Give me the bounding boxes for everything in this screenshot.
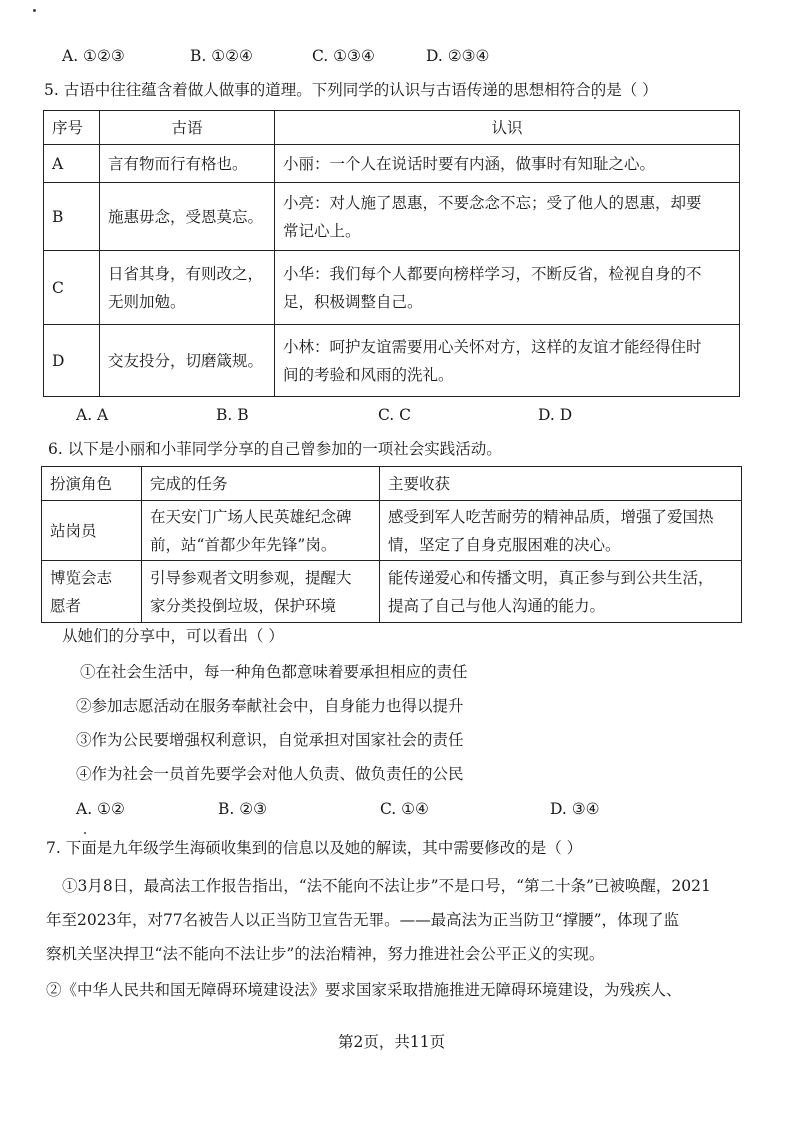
q5-stem: 5. 古语中往往蕴含着做人做事的道理。下列同学的认识与古语传递的思想相符合的是（ ）	[44, 81, 658, 99]
role-line: 愿者	[50, 596, 82, 615]
view-line: 足，积极调整自己。	[283, 292, 423, 311]
view-line: 常记心上。	[283, 221, 361, 240]
task-line: 家分类投倒垃圾，保护环境	[150, 596, 337, 615]
table-header-row	[42, 467, 742, 501]
page-footer: 第2页，共11页	[338, 1033, 446, 1051]
q5-options	[76, 406, 618, 424]
view-line: 小林：呵护友谊需要用心关怀对方，这样的友谊才能经得住时	[283, 337, 702, 356]
role-line: 博览会志	[50, 568, 113, 587]
gain-line: 感受到军人吃苦耐劳的精神品质，增强了爱国热	[388, 507, 714, 526]
q5-option-a[interactable]: A. A	[76, 406, 109, 424]
gain-line: 能传递爱心和传播文明，真正参与到公共生活，	[388, 568, 714, 587]
q7-line: ②《中华人民共和国无障碍环境建设法》要求国家采取措施推进无障碍环境建设，为残疾人、	[46, 981, 682, 999]
q4-option-a[interactable]: A. ①②③	[62, 47, 125, 65]
view-cell	[275, 251, 740, 325]
saying-line: 施惠毋念，受恩莫忘。	[108, 207, 264, 226]
table-header: 完成的任务	[142, 467, 380, 501]
saying-cell	[100, 183, 275, 251]
table-row	[44, 145, 740, 183]
q6-option-b[interactable]: B. ②③	[218, 800, 268, 818]
view-cell	[275, 325, 740, 397]
table-header: 认识	[275, 111, 740, 145]
view-cell	[275, 183, 740, 251]
q4-option-c[interactable]: C. ①③④	[312, 47, 375, 65]
task-line: 引导参观者文明参观，提醒大	[150, 568, 352, 587]
table-header: 古语	[100, 111, 275, 145]
q5-table	[43, 110, 740, 397]
table-row	[42, 501, 742, 561]
gain-cell	[380, 561, 742, 623]
table-row	[44, 183, 740, 251]
q6-statement: ②参加志愿活动在服务奉献社会中，自身能力也得以提升	[76, 697, 464, 715]
q6-option-d[interactable]: D. ③④	[550, 800, 600, 818]
row-id: C	[44, 251, 100, 325]
gain-line: 提高了自己与他人沟通的能力。	[388, 596, 606, 615]
table-header: 扮演角色	[42, 467, 142, 501]
q4-option-d[interactable]: D. ②③④	[426, 47, 490, 65]
task-line: 在天安门广场人民英雄纪念碑	[150, 507, 352, 526]
q6-statement: ④作为社会一员首先要学会对他人负责、做负责任的公民	[76, 765, 464, 783]
q6-option-c[interactable]: C. ①④	[380, 800, 429, 818]
scan-speck	[84, 832, 86, 834]
saying-cell	[100, 325, 275, 397]
table-header: 序号	[44, 111, 100, 145]
view-line: 间的考验和风雨的洗礼。	[283, 365, 454, 384]
table-header-row	[44, 111, 740, 145]
q6-stem: 6. 以下是小丽和小菲同学分享的自己曾参加的一项社会实践活动。	[48, 440, 502, 458]
saying-line: 日省其身，有则改之，	[108, 264, 264, 283]
table-row	[44, 325, 740, 397]
table-row	[44, 251, 740, 325]
row-id: D	[44, 325, 100, 397]
q4-option-b[interactable]: B. ①②④	[190, 47, 253, 65]
view-line: 小华：我们每个人都要向榜样学习，不断反省，检视自身的不	[283, 264, 702, 283]
q5-option-d[interactable]: D. D	[538, 406, 573, 424]
q5-option-c[interactable]: C. C	[378, 406, 412, 424]
q6-options	[76, 800, 630, 818]
q5-option-b[interactable]: B. B	[216, 406, 249, 424]
q6-statement: ③作为公民要增强权利意识，自觉承担对国家社会的责任	[76, 731, 464, 749]
gain-cell	[380, 501, 742, 561]
q6-option-a[interactable]: A. ①②	[76, 800, 125, 818]
q7-line: 年至2023年，对77名被告人以正当防卫宣告无罪。——最高法为正当防卫“撑腰”，体现了监	[46, 911, 680, 929]
scan-speck	[33, 9, 36, 12]
q7-line: ①3月8日，最高法工作报告指出，“法不能向不法让步”不是口号，“第二十条”已被唤醒，2021	[62, 877, 711, 895]
table-row	[42, 561, 742, 623]
q6-statement: ①在社会生活中，每一种角色都意味着要承担相应的责任	[80, 663, 468, 681]
role-line: 站岗员	[50, 521, 97, 540]
task-cell	[142, 501, 380, 561]
q7-stem: 7. 下面是九年级学生海硕收集到的信息以及她的解读，其中需要修改的是（ ）	[46, 839, 583, 857]
task-line: 前，站“首都少年先锋”岗。	[150, 535, 337, 554]
view-line: 小亮：对人施了恩惠，不要念念不忘；受了他人的恩惠，却要	[283, 193, 702, 212]
saying-cell	[100, 145, 275, 183]
gain-line: 情，坚定了自身克服困难的决心。	[388, 535, 621, 554]
row-id: B	[44, 183, 100, 251]
view-line: 小丽：一个人在说话时要有内涵，做事时有知耻之心。	[283, 154, 656, 173]
q7-line: 察机关坚决捍卫“法不能向不法让步”的法治精神，努力推进社会公平正义的实现。	[46, 945, 605, 963]
role-cell	[42, 501, 142, 561]
q4-options	[62, 47, 546, 65]
saying-line: 交友投分，切磨箴规。	[108, 351, 264, 370]
table-header: 主要收获	[380, 467, 742, 501]
q6-table	[41, 466, 742, 623]
q6-question: 从她们的分享中，可以看出（ ）	[62, 627, 284, 645]
saying-line: 无则加勉。	[108, 292, 186, 311]
row-id: A	[44, 145, 100, 183]
saying-cell	[100, 251, 275, 325]
task-cell	[142, 561, 380, 623]
role-cell	[42, 561, 142, 623]
saying-line: 言有物而行有格也。	[108, 154, 248, 173]
view-cell	[275, 145, 740, 183]
